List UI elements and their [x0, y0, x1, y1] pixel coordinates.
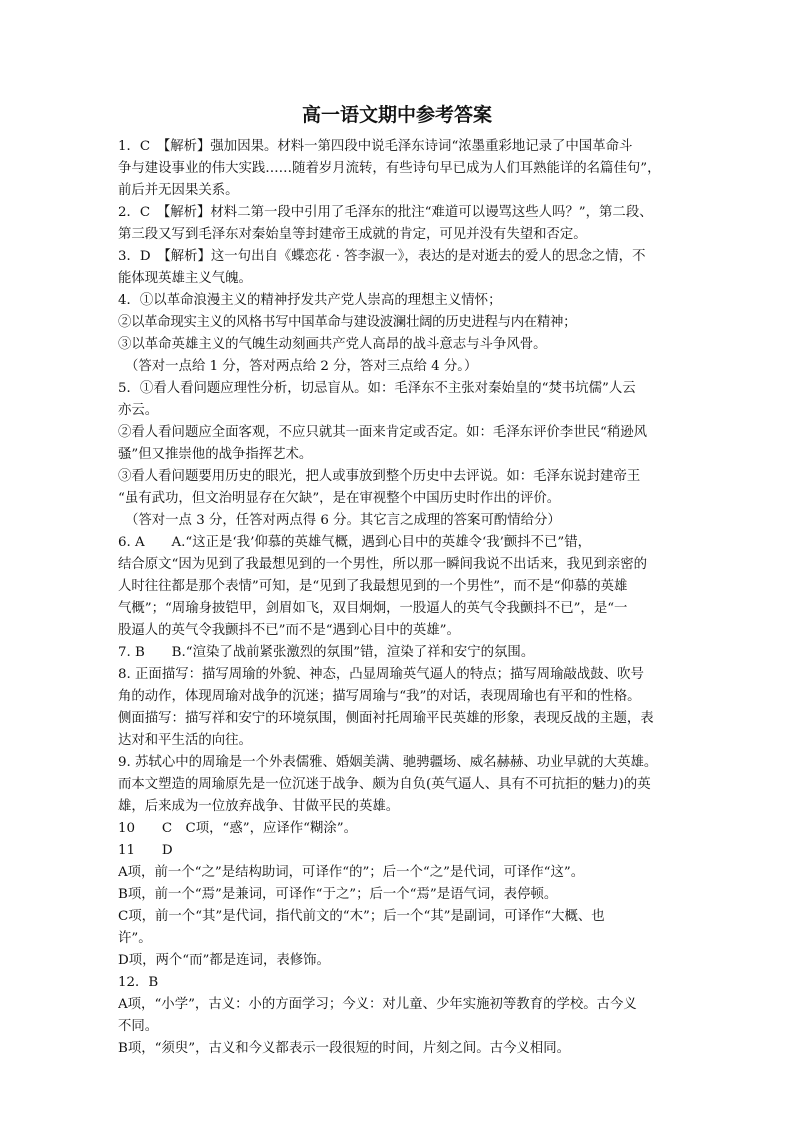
text-line: 骚”但又推崇他的战争指挥艺术。	[118, 447, 313, 462]
text-line: 亦云。	[118, 403, 159, 418]
text-line: 5．①看人看问题应理性分析，切忌盲从。如：毛泽东不主张对秦始皇的“焚书坑儒”人云	[118, 381, 636, 396]
text-line: ③看人看问题要用历史的眼光，把人或事放到整个历史中去评说。如：毛泽东说封建帝王	[118, 469, 641, 484]
text-line: （答对一点给 1 分，答对两点给 2 分，答对三点给 4 分。）	[125, 359, 478, 374]
text-line: 而本文塑造的周瑜原先是一位沉迷于战争、颇为自负(英气逼人、具有不可抗拒的魅力)的英	[118, 777, 651, 792]
text-line: 气概”；“周瑜身披铠甲，剑眉如飞，双目炯炯，一股逼人的英气令我颤抖不已”，是“一	[118, 601, 628, 616]
text-line: 8. 正面描写：描写周瑜的外貌、神态，凸显周瑜英气逼人的特点；描写周瑜敲战鼓、吹号	[118, 667, 644, 682]
text-line: （答对一点 3 分，任答对两点得 6 分。其它言之成理的答案可酌情给分）	[125, 513, 561, 528]
text-line: ②看人看问题应全面客观，不应只就其一面来肯定或否定。如：毛泽东评价李世民“稍逊风	[118, 425, 648, 440]
text-line: 4．①以革命浪漫主义的精神抒发共产党人崇高的理想主义情怀；	[118, 293, 502, 308]
text-line: 2．C 【解析】材料二第一段中引用了毛泽东的批注“难道可以谩骂这些人吗？”，第二段、	[118, 205, 653, 220]
text-line: 前后并无因果关系。	[118, 183, 239, 198]
text-line: A项，“小学”，古义：小的方面学习；今义：对儿童、少年实施初等教育的学校。古今义	[118, 997, 637, 1012]
text-line: 12．B	[118, 975, 159, 990]
text-line: 10 C C项，“惑”，应译作“糊涂”。	[118, 821, 357, 836]
text-line: 1．C 【解析】强加因果。材料一第四段中说毛泽东诗词“浓墨重彩地记录了中国革命斗	[118, 139, 633, 154]
text-line: 9. 苏轼心中的周瑜是一个外表儒雅、婚姻美满、驰骋疆场、威名赫赫、功业早就的大英雄。	[118, 755, 658, 770]
text-line: 第三段又写到毛泽东对秦始皇等封建帝王成就的肯定，可见并没有失望和否定。	[118, 227, 587, 242]
text-line: “虽有武功，但文治明显存在欠缺”，是在审视整个中国历史时作出的评价。	[118, 491, 561, 506]
text-line: 角的动作，体现周瑜对战争的沉迷；描写周瑜与“我”的对话，表现周瑜也有平和的性格。	[118, 689, 641, 704]
text-line: 人时往往都是那个表情”可知，是“见到了我最想见到的一个男性”，而不是“仰慕的英雄	[118, 579, 628, 594]
text-line: B项，“须臾”，古义和今义都表示一段很短的时间，片刻之间。古今义相同。	[118, 1041, 571, 1056]
text-line: 7. B B.“渲染了战前紧张激烈的氛围”错，渲染了祥和安宁的氛围。	[118, 645, 535, 660]
text-line: 能体现英雄主义气魄。	[118, 271, 252, 286]
text-line: 6. A A.“这正是‘我’仰慕的英雄气概，遇到心目中的英雄令‘我’颤抖不已”错，	[118, 535, 592, 550]
page-title: 高一语文期中参考答案	[301, 104, 492, 126]
text-line: 争与建设事业的伟大实践……随着岁月流转，有些诗句早已成为人们耳熟能详的名篇佳句”，	[118, 161, 661, 176]
text-line: B项，前一个“焉”是兼词，可译作“于之”；后一个“焉”是语气词，表停顿。	[118, 887, 558, 902]
text-line: 达对和平生活的向往。	[118, 733, 252, 748]
text-line: ②以革命现实主义的风格书写中国革命与建设波澜壮阔的历史进程与内在精神；	[118, 315, 577, 330]
text-line: 股逼人的英气令我颤抖不已”而不是“遇到心目中的英雄”。	[118, 623, 460, 638]
text-line: C项，前一个“其”是代词，指代前文的“木”；后一个“其”是副词，可译作“大概、也	[118, 909, 605, 924]
text-line: ③以革命英雄主义的气魄生动刻画共产党人高昂的战斗意志与斗争风骨。	[118, 337, 547, 352]
answer-body	[118, 136, 690, 1060]
text-line: 结合原文“因为见到了我最想见到的一个男性，所以那一瞬间我说不出话来，我见到亲密的	[118, 557, 648, 572]
text-line: D项，两个“而”都是连词，表修饰。	[118, 953, 330, 968]
text-line: A项，前一个“之”是结构助词，可译作“的”；后一个“之”是代词，可译作“这”。	[118, 865, 585, 880]
text-line: 许”。	[118, 931, 152, 946]
text-line: 3．D 【解析】这一句出自《蝶恋花 · 答李淑一》，表达的是对逝去的爱人的思念之情，不	[118, 249, 646, 264]
text-line: 不同。	[118, 1019, 159, 1034]
text-line: 雄，后来成为一位放弃战争、甘做平民的英雄。	[118, 799, 400, 814]
text-line: 侧面描写：描写祥和安宁的环境氛围，侧面衬托周瑜平民英雄的形象，表现反战的主题，表	[118, 711, 654, 726]
text-line: 11 D	[118, 843, 173, 858]
